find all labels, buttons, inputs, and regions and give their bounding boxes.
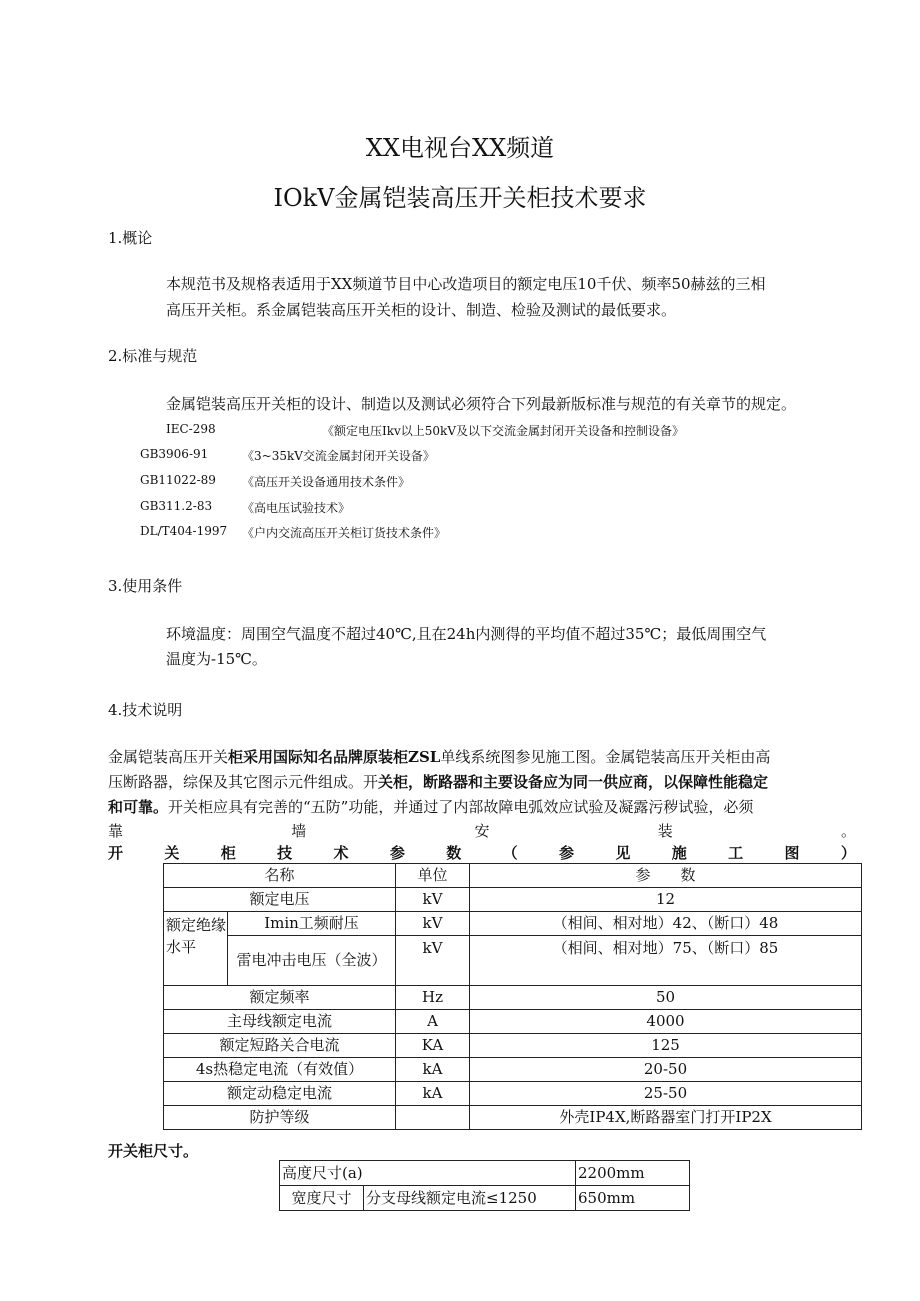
cell-unit: kA <box>396 1082 470 1106</box>
cell-value: 4000 <box>470 1010 862 1034</box>
table-row <box>164 1058 862 1082</box>
section-4-line4 <box>108 820 856 841</box>
spread-char: 装 <box>657 822 673 840</box>
header-name: 名称 <box>164 864 396 888</box>
spread-char: 见 <box>615 844 631 862</box>
standard-title: 《高压开关设备通用技术条件》 <box>242 475 411 489</box>
section-4-line1-b: 柜采用国际知名品牌原装柜ZSL <box>228 748 441 766</box>
section-4-line3 <box>108 796 753 817</box>
cell-name: 主母线额定电流 <box>164 1010 396 1034</box>
table-row <box>164 1034 862 1058</box>
dimensions-heading: 开关柜尺寸。 <box>108 1142 199 1160</box>
dim-width-value: 650mm <box>576 1186 690 1211</box>
cell-value: 125 <box>470 1034 862 1058</box>
section-1-para-line2: 高压开关柜。系金属铠装高压开关柜的设计、制造、检验及测试的最低要求。 <box>166 301 677 319</box>
dim-height-label: 高度尺寸(a) <box>280 1161 576 1186</box>
spread-char: 安 <box>474 822 490 840</box>
spread-char: 术 <box>333 844 349 862</box>
cell-value: 12 <box>470 888 862 912</box>
spread-char: 参 <box>559 844 575 862</box>
spread-char: 工 <box>728 844 744 862</box>
standard-title: 《户内交流高压开关柜订货技术条件》 <box>242 526 447 540</box>
cell-unit: KA <box>396 1034 470 1058</box>
cell-name: Imin工频耐压 <box>228 912 396 936</box>
cell-value: 20-50 <box>470 1058 862 1082</box>
cell-name: 额定动稳定电流 <box>164 1082 396 1106</box>
spread-char: ） <box>840 844 856 862</box>
spread-char: 靠 <box>108 822 124 840</box>
spread-char: 技 <box>277 844 293 862</box>
section-4-line1 <box>108 746 770 767</box>
cell-value: 25-50 <box>470 1082 862 1106</box>
table-row <box>164 864 862 888</box>
dimensions-table <box>279 1160 690 1211</box>
table-row <box>164 1106 862 1130</box>
header-unit: 单位 <box>396 864 470 888</box>
table-row <box>164 936 862 986</box>
spread-char: 墙 <box>291 822 307 840</box>
cell-insulation-group: 额定绝缘水平 <box>164 912 228 986</box>
standard-code: DL/T404-1997 <box>140 524 228 538</box>
dim-width-label: 宽度尺寸 <box>280 1186 364 1211</box>
standard-code: GB11022-89 <box>140 473 216 487</box>
section-4-line3-b: 开关柜应具有完善的“五防”功能，并通过了内部故障电弧效应试验及凝露污秽试验，必须 <box>168 798 754 816</box>
section-4-line1-c: 单线系统图参见施工图。金属铠装高压开关柜由高 <box>440 748 771 766</box>
spread-char: 参 <box>389 844 405 862</box>
section-3-heading: 3.使用条件 <box>108 577 183 595</box>
spread-char: 柜 <box>220 844 236 862</box>
cell-unit: kV <box>396 912 470 936</box>
standard-title: 《高电压试验技术》 <box>242 501 351 515</box>
cell-value: 50 <box>470 986 862 1010</box>
table-row <box>164 986 862 1010</box>
section-2-heading: 2.标准与规范 <box>108 347 198 365</box>
cell-unit: A <box>396 1010 470 1034</box>
section-4-line2-b: 关柜，断路器和主要设备应为同一供应商，以保障性能稳定 <box>378 773 769 791</box>
cell-name: 额定电压 <box>164 888 396 912</box>
document-title-line1: XX电视台XX频道 <box>365 134 555 162</box>
cell-name: 4s热稳定电流（有效值） <box>164 1058 396 1082</box>
cell-name: 雷电冲击电压（全波） <box>228 936 396 986</box>
section-1-para-line1: 本规范书及规格表适用于XX频道节目中心改造项目的额定电压10千伏、频率50赫兹的三相 <box>166 275 766 293</box>
dim-width-sub: 分支母线额定电流≤1250 <box>364 1186 576 1211</box>
spread-char: 关 <box>164 844 180 862</box>
section-4-line2 <box>108 771 768 792</box>
section-4-heading: 4.技术说明 <box>108 701 183 719</box>
section-4-line2-a: 压断路器，综保及其它图示元件组成。开 <box>108 773 379 791</box>
table-row <box>280 1186 690 1211</box>
spread-char: （ <box>502 844 518 862</box>
dim-height-value: 2200mm <box>576 1161 690 1186</box>
section-3-para-line1: 环境温度：周围空气温度不超过40℃,且在24h内测得的平均值不超过35℃；最低周围空气 <box>166 625 767 643</box>
spread-char: 施 <box>671 844 687 862</box>
table-row <box>164 1010 862 1034</box>
cell-name: 额定短路关合电流 <box>164 1034 396 1058</box>
cell-value: 外壳IP4X,断路器室门打开IP2X <box>470 1106 862 1130</box>
standard-code: GB311.2-83 <box>140 499 213 513</box>
document-title-line2: IOkV金属铠装高压开关柜技术要求 <box>273 184 647 212</box>
cell-value: （相间、相对地）75、（断口）85 <box>470 936 862 986</box>
spread-char: 图 <box>784 844 800 862</box>
spread-char: 数 <box>446 844 462 862</box>
cell-unit: Hz <box>396 986 470 1010</box>
spread-char: 开 <box>108 844 124 862</box>
cell-unit: kV <box>396 888 470 912</box>
section-1-heading: 1.概论 <box>108 229 153 247</box>
spec-table <box>163 863 862 1130</box>
section-2-para: 金属铠装高压开关柜的设计、制造以及测试必须符合下列最新版标准与规范的有关章节的规定。 <box>166 395 797 413</box>
standard-code: IEC-298 <box>166 422 216 436</box>
cell-unit <box>396 1106 470 1130</box>
header-value: 参 数 <box>470 864 862 888</box>
cell-value: （相间、相对地）42、（断口）48 <box>470 912 862 936</box>
section-4-line3-a: 和可靠。 <box>108 798 169 816</box>
cell-unit: kA <box>396 1058 470 1082</box>
table-row <box>164 1082 862 1106</box>
standard-title: 《额定电压Ikv以上50kV及以下交流金属封闭开关设备和控制设备》 <box>322 424 685 438</box>
standard-title: 《3~35kV交流金属封闭开关设备》 <box>242 449 435 463</box>
table-row <box>164 912 862 936</box>
table-row <box>280 1161 690 1186</box>
spread-char: 。 <box>840 822 856 840</box>
cell-unit: kV <box>396 936 470 986</box>
section-4-line1-a: 金属铠装高压开关 <box>108 748 229 766</box>
standard-code: GB3906-91 <box>140 447 209 461</box>
cell-name: 防护等级 <box>164 1106 396 1130</box>
table-row <box>164 888 862 912</box>
section-4-line5 <box>108 842 856 863</box>
section-3-para-line2: 温度为-15℃。 <box>166 650 267 668</box>
cell-name: 额定频率 <box>164 986 396 1010</box>
